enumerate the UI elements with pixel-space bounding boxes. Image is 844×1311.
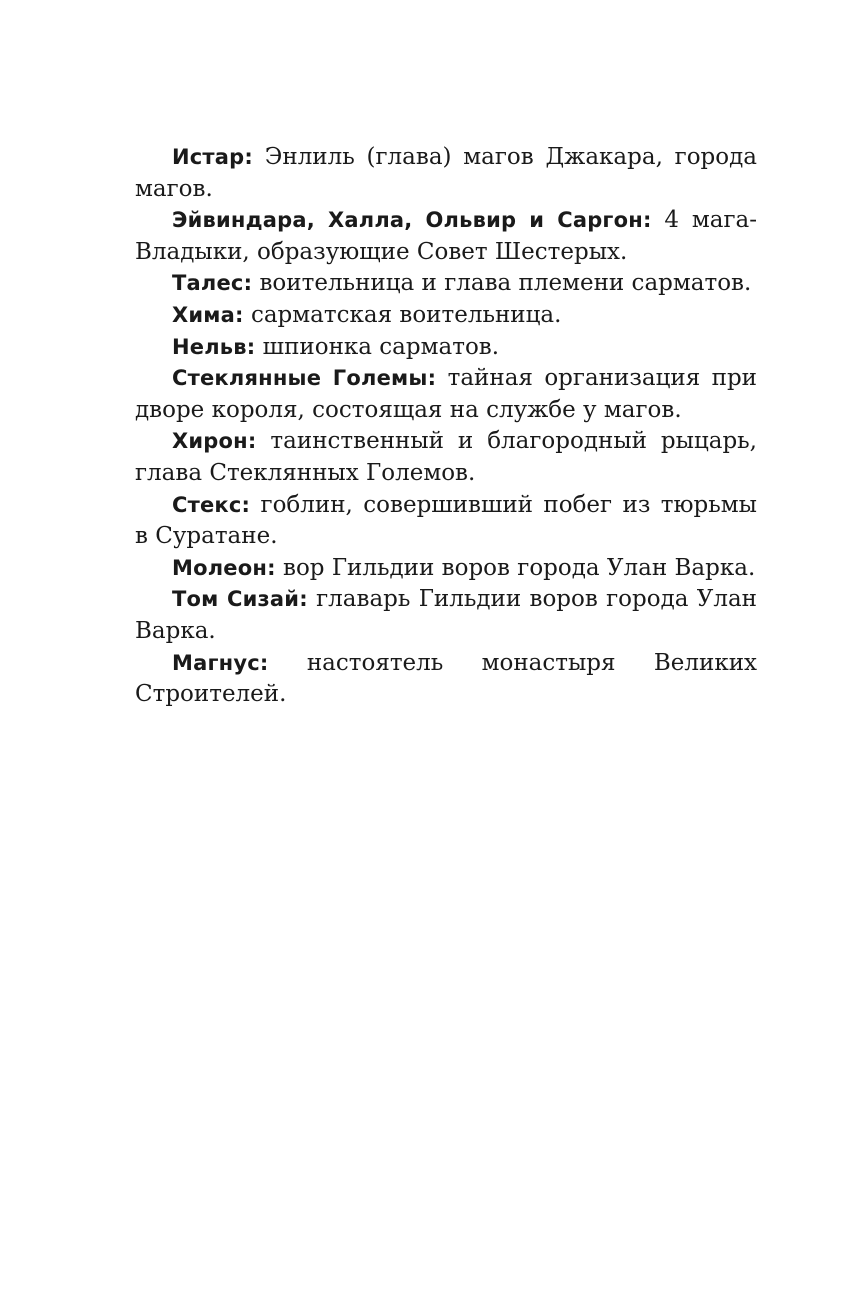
character-name: Хима: (172, 302, 244, 327)
character-description: воительница и глава племени сарматов. (252, 270, 752, 297)
character-entry-khima (135, 300, 757, 332)
character-name: Стекс: (172, 492, 251, 517)
character-description: таинственный и благородный рыцарь, глава Стеклянных Големов. (135, 428, 757, 486)
character-description: вор Гильдии воров города Улан Варка. (275, 554, 756, 581)
character-name: Хирон: (172, 429, 257, 454)
character-description: шпионка сарматов. (255, 333, 500, 360)
character-list (135, 142, 757, 711)
character-entry-tales (135, 268, 757, 300)
character-entry-moleon (135, 553, 757, 585)
character-name: Стеклянные Големы: (172, 366, 437, 391)
character-entry-istar (135, 142, 757, 205)
character-name: Талес: (172, 271, 253, 296)
character-description: Энлиль (глава) магов Джакара, города магов. (135, 144, 757, 202)
character-entry-nelv (135, 332, 757, 364)
character-description: настоятель монастыря Великих Строителей. (135, 649, 757, 708)
character-name: Магнус: (172, 650, 269, 675)
character-name: Том Сизай: (172, 587, 308, 612)
character-description: тайная организация при дворе короля, состоящая на службе у магов. (135, 365, 758, 423)
character-description: 4 мага-Владыки, образующие Совет Шестерых. (135, 207, 757, 265)
character-name: Нельв: (172, 334, 256, 359)
character-entry-council (135, 205, 757, 268)
character-description: гоблин, совершивший побег из тюрьмы в Суратане. (135, 491, 757, 550)
character-description: сарматская воительница. (243, 301, 562, 328)
character-name: Молеон: (172, 555, 276, 580)
character-entry-glass-golems (135, 363, 757, 426)
character-name: Эйвиндара, Халла, Ольвир и Саргон: (172, 208, 652, 233)
character-description: главарь Гильдии воров города Улан Варка. (135, 586, 758, 644)
character-entry-tom-sizai (135, 584, 757, 647)
character-name: Истар: (172, 145, 253, 169)
character-entry-khiron (135, 426, 757, 489)
character-entry-magnus (135, 648, 757, 711)
character-entry-steks (135, 490, 757, 553)
